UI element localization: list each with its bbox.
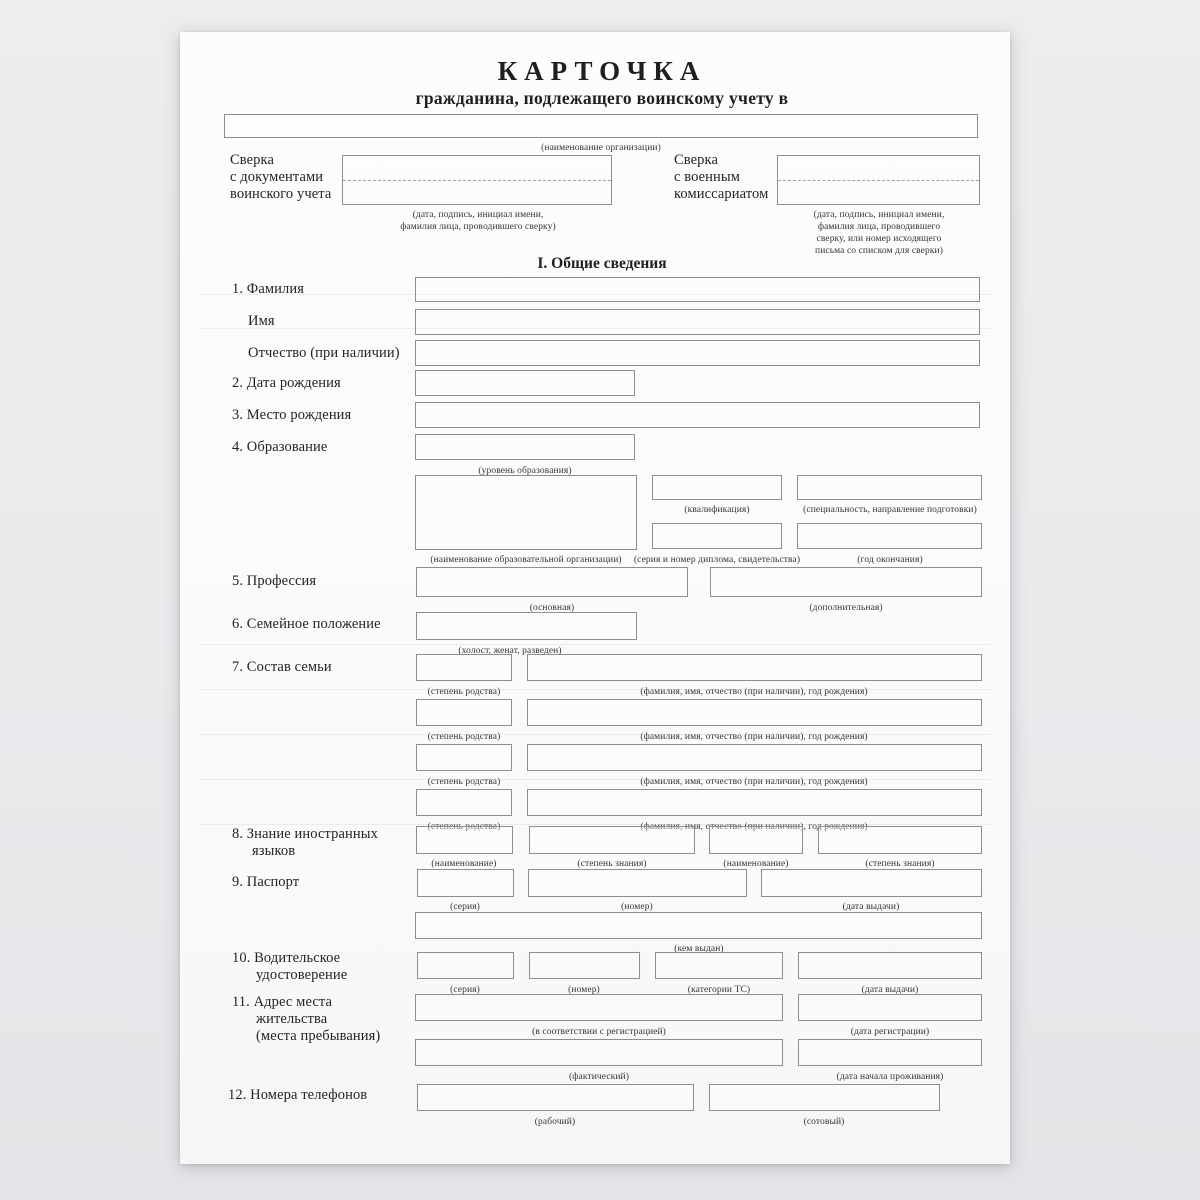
family-row-3-kinship-caption: (степень родства) bbox=[427, 777, 501, 787]
profession-additional-box bbox=[710, 567, 982, 597]
firstname-box bbox=[415, 309, 980, 335]
bleed-line bbox=[200, 689, 990, 690]
patronymic-label: Отчество (при наличии) bbox=[248, 345, 400, 361]
language-1-name-caption: (наименование) bbox=[431, 859, 497, 869]
address-live-date-box bbox=[798, 1039, 982, 1066]
family-row-2-kinship-caption: (степень родства) bbox=[427, 732, 501, 742]
marital-status-label: 6. Семейное положение bbox=[232, 616, 381, 632]
bleed-line bbox=[200, 734, 990, 735]
language-1-name-box bbox=[416, 826, 513, 854]
driver-date-box bbox=[798, 952, 982, 979]
check-docs-label-line2: с документами bbox=[230, 169, 324, 185]
language-1-level-caption: (степень знания) bbox=[577, 859, 647, 869]
languages-label bbox=[232, 826, 378, 860]
driver-number-box bbox=[529, 952, 640, 979]
education-qualification-box bbox=[652, 475, 782, 500]
education-label: 4. Образование bbox=[232, 439, 328, 455]
check-docs-caption-line2: фамилия лица, проводившего сверку) bbox=[400, 222, 556, 232]
surname-box bbox=[415, 277, 980, 302]
education-diploma-box bbox=[652, 523, 782, 549]
passport-date-caption: (дата выдачи) bbox=[842, 902, 900, 912]
passport-number-box bbox=[528, 869, 747, 897]
bleed-line bbox=[200, 824, 990, 825]
family-row-3-person-caption: (фамилия, имя, отчество (при наличии), год рождения) bbox=[640, 777, 868, 787]
education-level-caption: (уровень образования) bbox=[478, 466, 572, 476]
firstname-label: Имя bbox=[248, 313, 275, 329]
passport-label: 9. Паспорт bbox=[232, 874, 300, 890]
family-row-4-person-box bbox=[527, 789, 982, 816]
family-row-4-kinship-box bbox=[416, 789, 512, 816]
check-docs-box-divider bbox=[343, 180, 611, 181]
address-live-date-caption: (дата начала проживания) bbox=[836, 1072, 944, 1082]
family-label: 7. Состав семьи bbox=[232, 659, 332, 675]
check-docs-label bbox=[230, 152, 331, 203]
passport-series-caption: (серия) bbox=[450, 902, 480, 912]
family-row-1-kinship-box bbox=[416, 654, 512, 681]
form-title: КАРТОЧКА bbox=[497, 56, 707, 86]
language-2-name-caption: (наименование) bbox=[723, 859, 789, 869]
check-commissariat-caption-line1: (дата, подпись, инициал имени, bbox=[813, 210, 945, 220]
form-subtitle: гражданина, подлежащего воинскому учету в bbox=[415, 88, 789, 108]
education-speciality-box bbox=[797, 475, 982, 500]
family-row-2-kinship-box bbox=[416, 699, 512, 726]
family-row-1-kinship-caption: (степень родства) bbox=[427, 687, 501, 697]
phone-work-caption: (рабочий) bbox=[534, 1117, 576, 1127]
marital-status-box bbox=[416, 612, 637, 640]
check-commissariat-label bbox=[674, 152, 768, 203]
address-actual-box bbox=[415, 1039, 783, 1066]
check-docs-box bbox=[342, 155, 612, 205]
check-commissariat-label-line2: с военным bbox=[674, 169, 741, 185]
check-commissariat-caption-line2: фамилия лица, проводившего bbox=[817, 222, 941, 232]
organization-name-box bbox=[224, 114, 978, 138]
marital-status-caption: (холост, женат, разведен) bbox=[458, 646, 562, 656]
education-qualification-caption: (квалификация) bbox=[684, 505, 750, 515]
address-label-line3: (места пребывания) bbox=[256, 1028, 381, 1044]
profession-main-box bbox=[416, 567, 688, 597]
check-commissariat-caption-line4: письма со списком для сверки) bbox=[815, 246, 943, 256]
section-general-info-header: I. Общие сведения bbox=[537, 255, 667, 272]
language-2-level-box bbox=[818, 826, 982, 854]
driver-licence-label-line2: удостоверение bbox=[256, 967, 348, 983]
family-row-1-person-box bbox=[527, 654, 982, 681]
check-docs-caption-line1: (дата, подпись, инициал имени, bbox=[412, 210, 544, 220]
family-row-1-person-caption: (фамилия, имя, отчество (при наличии), год рождения) bbox=[640, 687, 868, 697]
check-commissariat-caption-line3: сверку, или номер исходящего bbox=[816, 234, 942, 244]
education-organization-caption: (наименование образовательной организации) bbox=[430, 555, 622, 565]
language-1-level-box bbox=[529, 826, 695, 854]
driver-series-caption: (серия) bbox=[450, 985, 480, 995]
education-year-box bbox=[797, 523, 982, 549]
profession-additional-caption: (дополнительная) bbox=[809, 603, 883, 613]
family-row-4-kinship-caption: (степень родства) bbox=[427, 822, 501, 832]
family-row-3-kinship-box bbox=[416, 744, 512, 771]
passport-series-box bbox=[417, 869, 514, 897]
birthdate-box bbox=[415, 370, 635, 396]
check-commissariat-box-divider bbox=[778, 180, 979, 181]
phone-cell-caption: (сотовый) bbox=[803, 1117, 845, 1127]
education-diploma-caption: (серия и номер диплома, свидетельства) bbox=[633, 555, 801, 565]
passport-date-box bbox=[761, 869, 982, 897]
birthplace-box bbox=[415, 402, 980, 428]
passport-issuer-caption: (кем выдан) bbox=[674, 944, 724, 954]
birthdate-label: 2. Дата рождения bbox=[232, 375, 341, 391]
phone-work-box bbox=[417, 1084, 694, 1111]
check-commissariat-box bbox=[777, 155, 980, 205]
education-speciality-caption: (специальность, направление подготовки) bbox=[803, 505, 977, 515]
profession-main-caption: (основная) bbox=[529, 603, 575, 613]
phone-cell-box bbox=[709, 1084, 940, 1111]
address-registered-box bbox=[415, 994, 783, 1021]
address-label-line1: 11. Адрес места bbox=[232, 994, 333, 1010]
language-2-name-box bbox=[709, 826, 803, 854]
family-row-2-person-caption: (фамилия, имя, отчество (при наличии), год рождения) bbox=[640, 732, 868, 742]
surname-label: 1. Фамилия bbox=[232, 281, 304, 297]
driver-licence-label-line1: 10. Водительское bbox=[232, 950, 341, 966]
driver-date-caption: (дата выдачи) bbox=[861, 985, 919, 995]
education-year-caption: (год окончания) bbox=[857, 555, 923, 565]
phones-label: 12. Номера телефонов bbox=[228, 1087, 368, 1103]
birthplace-label: 3. Место рождения bbox=[232, 407, 352, 423]
language-2-level-caption: (степень знания) bbox=[865, 859, 935, 869]
driver-number-caption: (номер) bbox=[568, 985, 600, 995]
check-docs-label-line3: воинского учета bbox=[230, 186, 332, 202]
driver-categories-box bbox=[655, 952, 783, 979]
driver-series-box bbox=[417, 952, 514, 979]
check-docs-label-line1: Сверка bbox=[230, 152, 274, 168]
address-label-line2: жительства bbox=[256, 1011, 328, 1027]
patronymic-box bbox=[415, 340, 980, 366]
languages-label-line2: языков bbox=[252, 843, 296, 859]
bleed-line bbox=[200, 779, 990, 780]
family-row-3-person-box bbox=[527, 744, 982, 771]
organization-name-caption: (наименование организации) bbox=[541, 143, 661, 153]
passport-number-caption: (номер) bbox=[621, 902, 653, 912]
check-commissariat-label-line3: комиссариатом bbox=[674, 186, 769, 202]
bleed-line bbox=[200, 644, 990, 645]
education-organization-box bbox=[415, 475, 637, 550]
education-level-box bbox=[415, 434, 635, 460]
address-registration-date-caption: (дата регистрации) bbox=[850, 1027, 930, 1037]
family-row-4-person-caption: (фамилия, имя, отчество (при наличии), год рождения) bbox=[640, 822, 868, 832]
profession-label: 5. Профессия bbox=[232, 573, 317, 589]
address-actual-caption: (фактический) bbox=[569, 1072, 629, 1082]
driver-categories-caption: (категории ТС) bbox=[687, 985, 751, 995]
passport-issuer-box bbox=[415, 912, 982, 939]
check-commissariat-label-line1: Сверка bbox=[674, 152, 718, 168]
address-registered-caption: (в соответствии с регистрацией) bbox=[532, 1027, 666, 1037]
card-sheet bbox=[180, 32, 1010, 1164]
address-registration-date-box bbox=[798, 994, 982, 1021]
driver-licence-label bbox=[232, 950, 347, 984]
family-row-2-person-box bbox=[527, 699, 982, 726]
languages-label-line1: 8. Знание иностранных bbox=[232, 826, 378, 842]
address-label bbox=[232, 994, 380, 1045]
